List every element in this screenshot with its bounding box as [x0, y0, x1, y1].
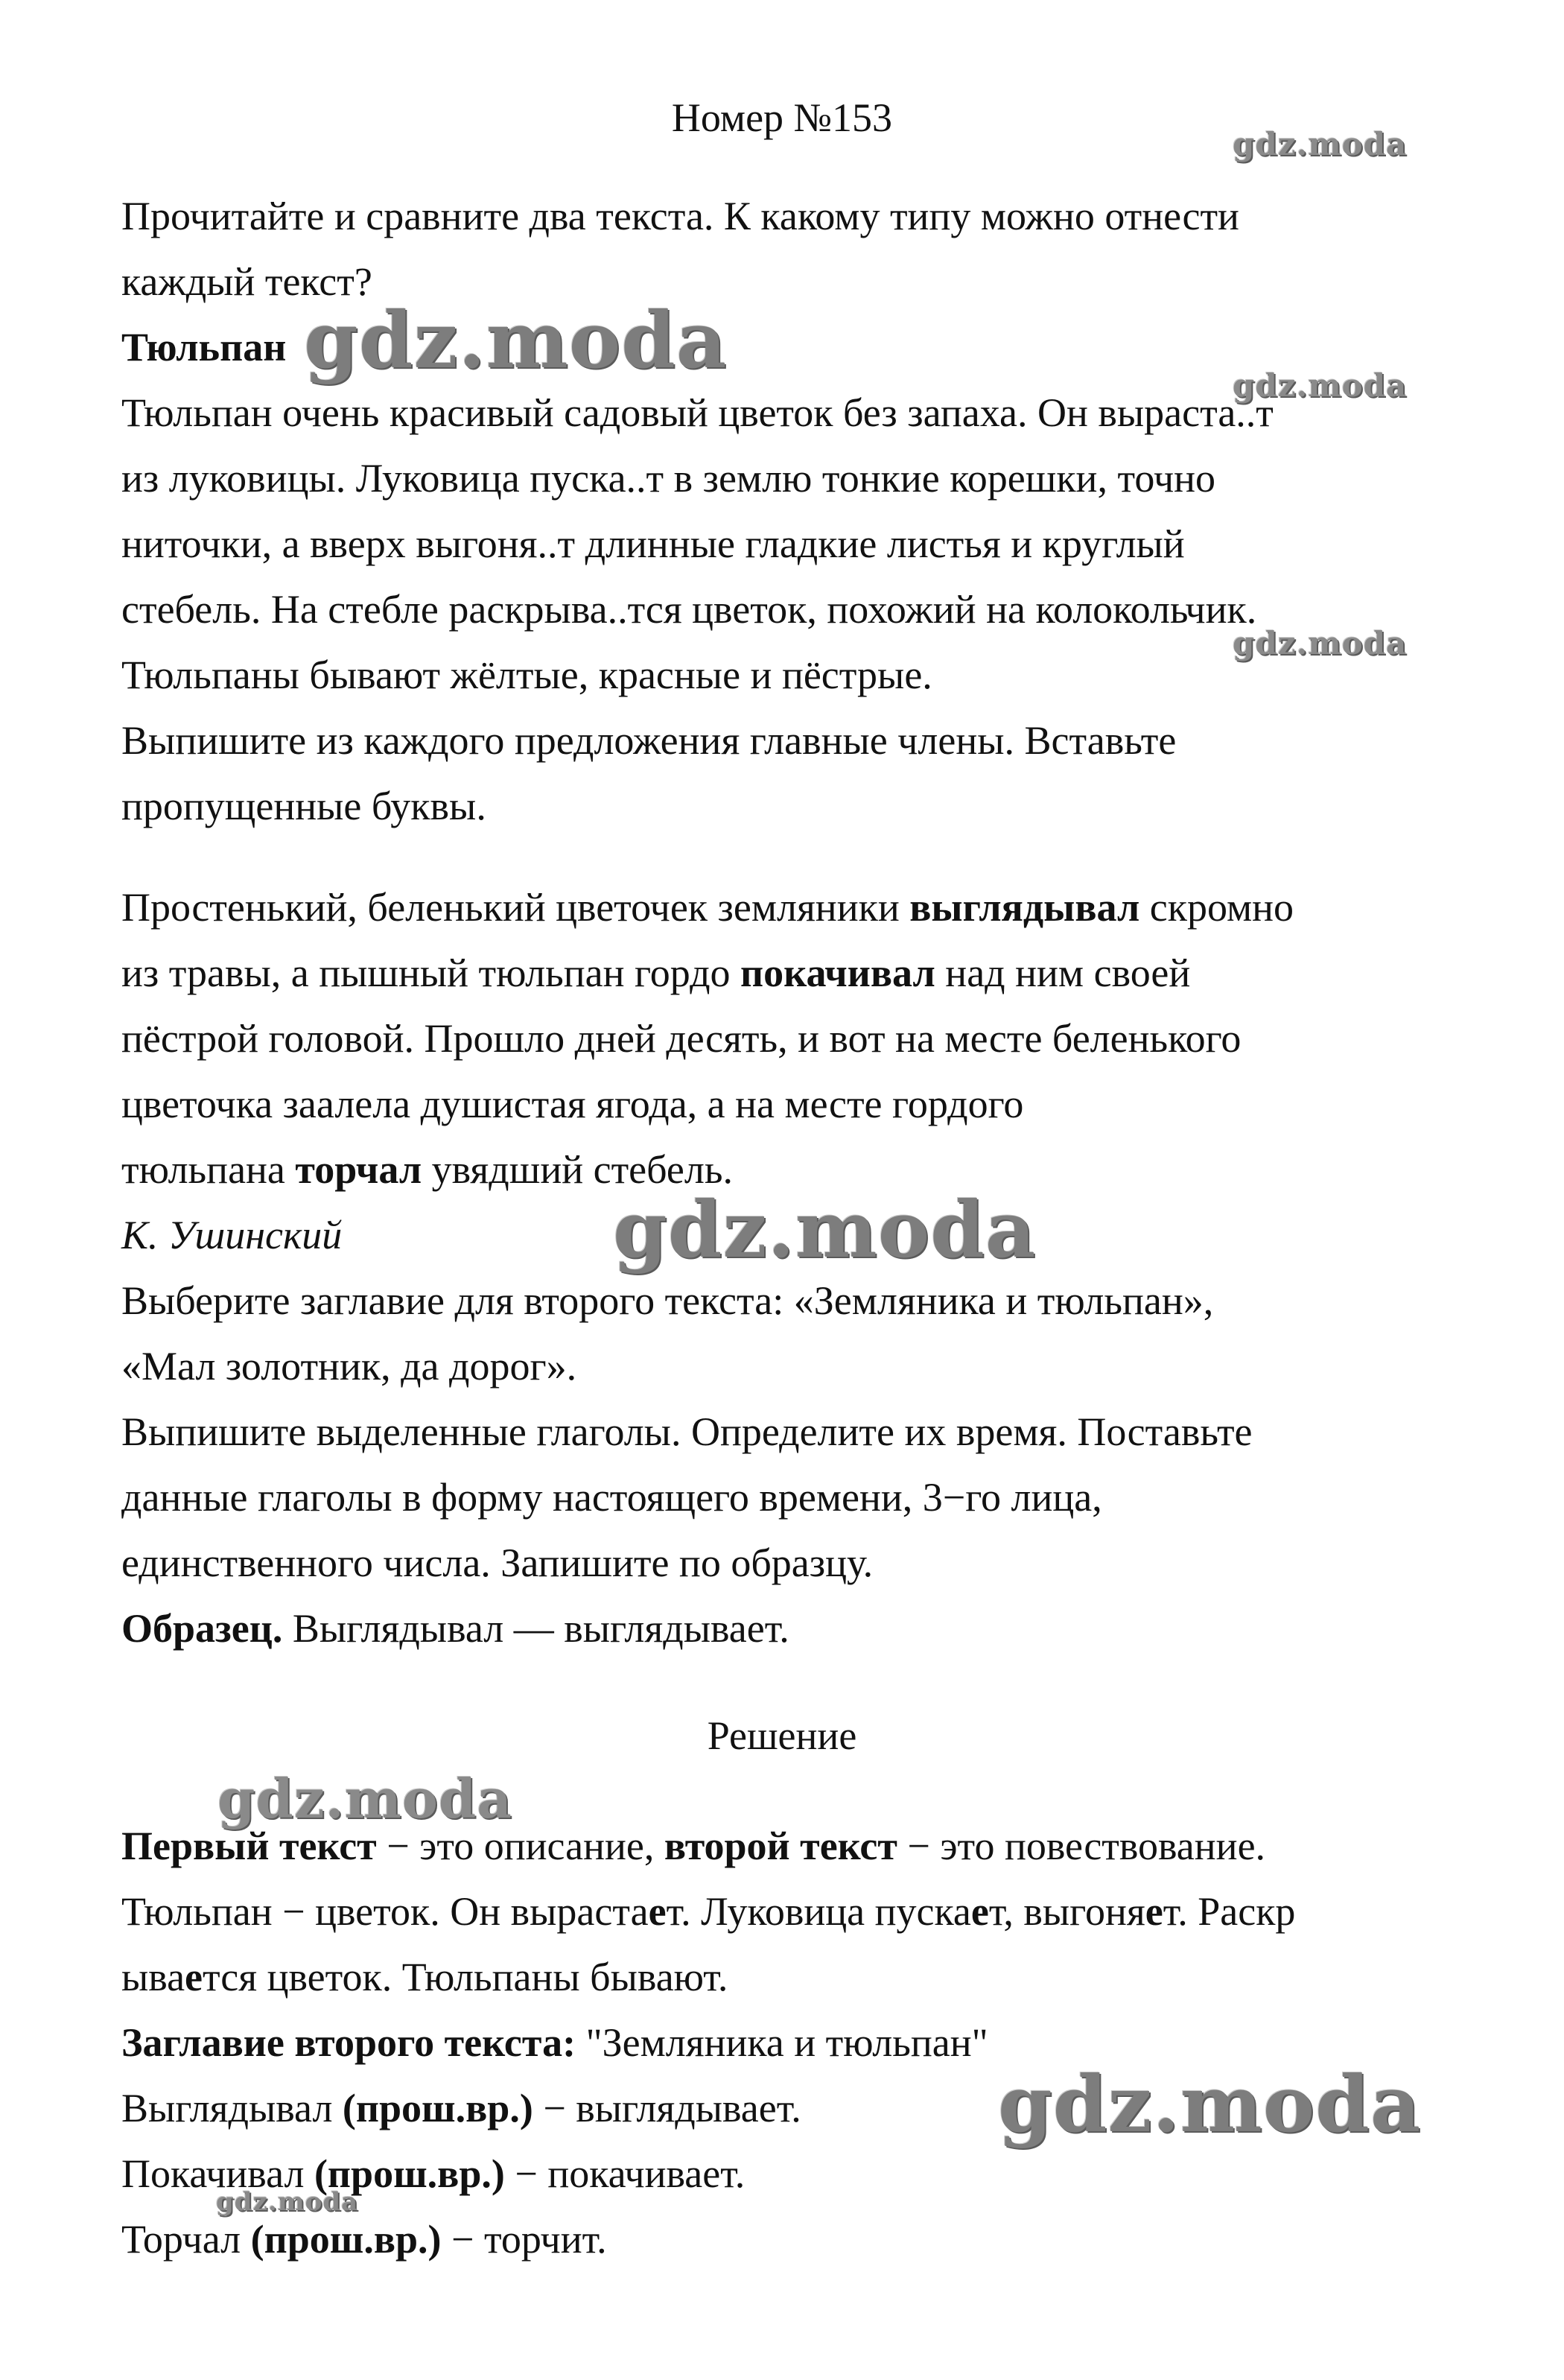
- watermark: gdz.moda: [304, 294, 728, 386]
- instruction2-line-2: «Мал золотник, да дорог».: [121, 1344, 577, 1389]
- verb-2-tense: (прош.вр.): [314, 2151, 505, 2196]
- text1-line-1: Тюльпан очень красивый садовый цветок без запаха. Он выраста..т: [121, 390, 1274, 435]
- verb-3-present: − торчит.: [441, 2217, 607, 2262]
- text2-line-5-c: увядший стебель.: [422, 1147, 733, 1192]
- solution-line-3-c: тся цветок. Тюльпаны бывают.: [203, 1955, 728, 1999]
- text1-line-5: Тюльпаны бывают жёлтые, красные и пёстрые.: [121, 653, 932, 697]
- text2-line-3: пёстрой головой. Прошло дней десять, и вот на месте беленького: [121, 1016, 1242, 1061]
- verb-2-word: Покачивал: [121, 2151, 314, 2196]
- page-title: Номер №153: [671, 95, 893, 140]
- solution-heading: Решение: [707, 1713, 857, 1758]
- solution-line-4: [121, 2019, 988, 2066]
- instruction2-line-5: единственного числа. Запишите по образцу.: [121, 1540, 874, 1585]
- text2-line-1-c: скромно: [1139, 885, 1294, 930]
- chosen-title: "Земляника и тюльпан": [576, 2020, 988, 2065]
- second-text-label: второй текст: [664, 1824, 897, 1868]
- verb-1-word: Выглядывал: [121, 2086, 343, 2130]
- solution-line-2-g: т. Раскр: [1163, 1889, 1296, 1934]
- watermark: gdz.moda: [613, 1184, 1037, 1275]
- solution-line-2-c: т. Луковица пуска: [666, 1889, 971, 1934]
- text2-line-2-c: над ним своей: [935, 951, 1191, 995]
- author: К. Ушинский: [121, 1213, 343, 1257]
- text1-line-2: из луковицы. Луковица пуска..т в землю тонкие корешки, точно: [121, 456, 1215, 501]
- watermark: gdz.moda: [998, 2058, 1422, 2150]
- inserted-letter: е: [1145, 1889, 1163, 1934]
- inserted-letter: е: [185, 1955, 203, 1999]
- watermark: gdz.moda: [1233, 126, 1408, 162]
- title-label: Заглавие второго текста:: [121, 2020, 576, 2065]
- inserted-letter: е: [648, 1889, 667, 1934]
- solution-line-3-a: ыва: [121, 1955, 185, 1999]
- sample-text: Выглядывал — выглядывает.: [282, 1606, 789, 1651]
- solution-line-2-e: т, выгоня: [988, 1889, 1145, 1934]
- instruction2-line-1: Выберите заглавие для второго текста: «Земляника и тюльпан»,: [121, 1278, 1214, 1323]
- solution-line-3: [121, 1953, 728, 2001]
- text1-title: Тюльпан: [121, 325, 287, 369]
- sample-line: [121, 1605, 789, 1652]
- solution-line-2: [121, 1888, 1295, 1935]
- text2-line-2: [121, 949, 1190, 997]
- verb-3-word: Торчал: [121, 2217, 251, 2262]
- inserted-letter: е: [970, 1889, 989, 1934]
- task-line-1: Прочитайте и сравните два текста. К какому типу можно отнести: [121, 194, 1239, 238]
- watermark: gdz.moda: [1233, 367, 1408, 404]
- text2-line-1-a: Простенький, беленький цветочек земляники: [121, 885, 910, 930]
- verb-pokachival: покачивал: [740, 951, 935, 995]
- verb-3-tense: (прош.вр.): [250, 2217, 442, 2262]
- verb-1-tense: (прош.вр.): [342, 2086, 533, 2130]
- instruction2-line-4: данные глаголы в форму настоящего времени, 3−го лица,: [121, 1475, 1102, 1520]
- watermark: gdz.moda: [1233, 625, 1408, 661]
- sample-label: Образец.: [121, 1606, 283, 1651]
- watermark: gdz.moda: [216, 2187, 359, 2217]
- solution-line-1-b: − это описание,: [376, 1824, 664, 1868]
- verb-torchal: торчал: [295, 1147, 422, 1192]
- watermark: gdz.moda: [217, 1767, 512, 1830]
- solution-verb-3: [121, 2215, 607, 2263]
- first-text-label: Первый текст: [121, 1824, 377, 1868]
- verb-2-present: − покачивает.: [504, 2151, 746, 2196]
- text1-line-4: стебель. На стебле раскрыва..тся цветок, похожий на колокольчик.: [121, 587, 1257, 632]
- text2-line-5-a: тюльпана: [121, 1147, 296, 1192]
- instruction1-line-1: Выпишите из каждого предложения главные члены. Вставьте: [121, 718, 1177, 763]
- solution-line-2-a: Тюльпан − цветок. Он выраста: [121, 1889, 649, 1934]
- verb-1-present: − выглядывает.: [533, 2086, 801, 2130]
- solution-verb-1: [121, 2084, 801, 2132]
- text2-line-4: цветочка заалела душистая ягода, а на месте гордого: [121, 1082, 1024, 1126]
- verb-vyglyadyval: выглядывал: [909, 885, 1140, 930]
- solution-verb-2: [121, 2150, 745, 2197]
- instruction2-line-3: Выпишите выделенные глаголы. Определите их время. Поставьте: [121, 1409, 1253, 1454]
- text1-line-3: ниточки, а вверх выгоня..т длинные гладкие листья и круглый: [121, 521, 1185, 566]
- text2-line-2-a: из травы, а пышный тюльпан гордо: [121, 951, 741, 995]
- task-line-2: каждый текст?: [121, 259, 372, 304]
- solution-line-1-d: − это повествование.: [897, 1824, 1266, 1868]
- text2-line-1: [121, 883, 1294, 931]
- instruction1-line-2: пропущенные буквы.: [121, 784, 486, 828]
